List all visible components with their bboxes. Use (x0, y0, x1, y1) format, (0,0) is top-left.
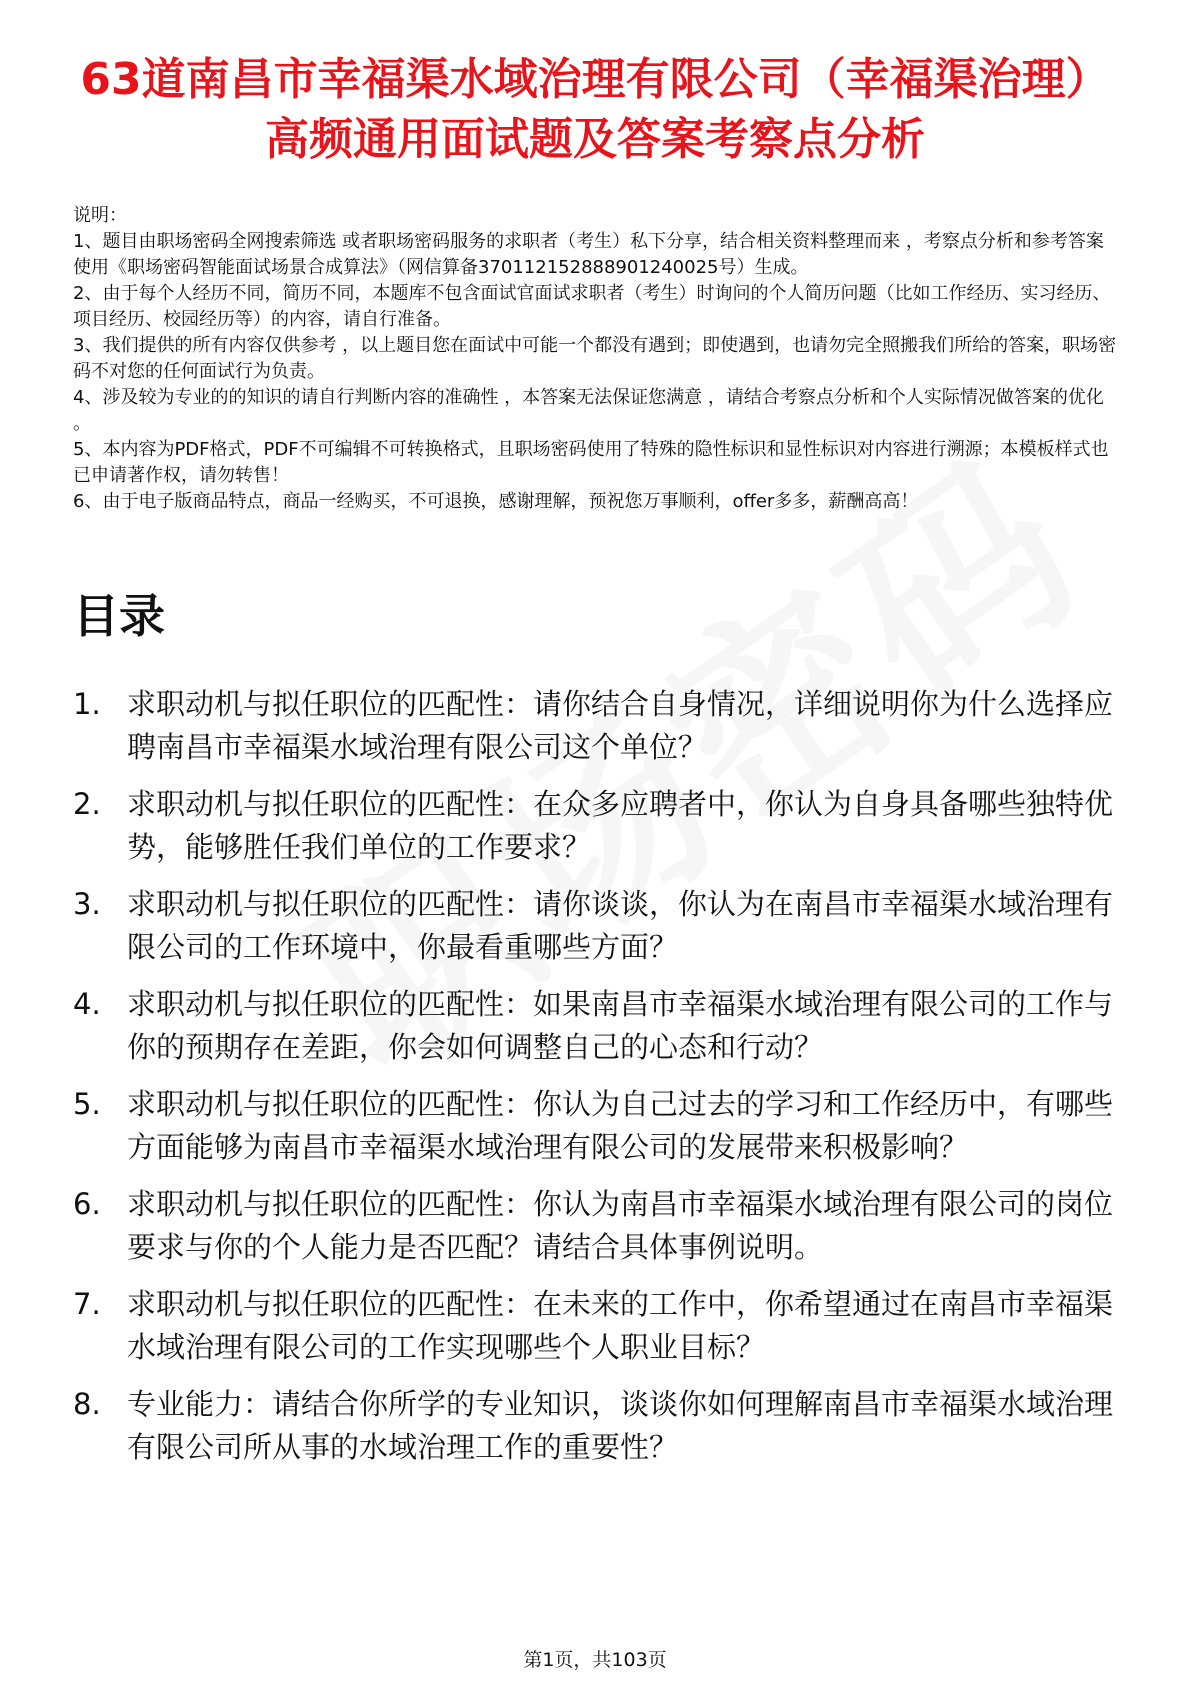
toc-item-number: 4. (73, 987, 101, 1021)
toc-item[interactable] (73, 1083, 1118, 1169)
toc-item-number: 6. (73, 1187, 101, 1221)
notes-section (73, 203, 1118, 515)
note-line: 5、本内容为PDF格式，PDF不可编辑不可转换格式，且职场密码使用了特殊的隐性标识和显性标识对内容进行溯源；本模板样式也已申请著作权，请勿转售！ (73, 439, 1109, 486)
toc-item[interactable] (73, 1283, 1118, 1369)
toc-heading: 目录 (73, 589, 165, 643)
toc-item-number: 1. (73, 687, 101, 721)
toc-item-text[interactable]: 求职动机与拟任职位的匹配性：请你谈谈，你认为在南昌市幸福渠水域治理有限公司的工作环境中，你最看重哪些方面？ (127, 887, 1114, 964)
toc-item-number: 8. (73, 1387, 101, 1421)
toc-item-text[interactable]: 求职动机与拟任职位的匹配性：在众多应聘者中，你认为自身具备哪些独特优势，能够胜任我们单位的工作要求？ (127, 787, 1114, 864)
document-title: 63道南昌市幸福渠水域治理有限公司（幸福渠治理）高频通用面试题及答案考察点分析 (80, 54, 1110, 165)
toc-item[interactable] (73, 1383, 1118, 1469)
toc-item-number: 3. (73, 887, 101, 921)
note-line: 3、我们提供的所有内容仅供参考 ，以上题目您在面试中可能一个都没有遇到；即使遇到，也请勿完全照搬我们所给的答案，职场密码不对您的任何面试行为负责。 (73, 335, 1117, 382)
toc-item[interactable] (73, 683, 1118, 769)
table-of-contents (73, 683, 1118, 1483)
note-line: 6、由于电子版商品特点，商品一经购买，不可退换，感谢理解，预祝您万事顺利，offer多多，薪酬高高！ (73, 491, 919, 512)
toc-item-text[interactable]: 求职动机与拟任职位的匹配性：请你结合自身情况，详细说明你为什么选择应聘南昌市幸福渠水域治理有限公司这个单位？ (127, 687, 1114, 764)
toc-item[interactable] (73, 983, 1118, 1069)
toc-item[interactable] (73, 783, 1118, 869)
toc-item-number: 2. (73, 787, 101, 821)
toc-item-text[interactable]: 求职动机与拟任职位的匹配性：在未来的工作中，你希望通过在南昌市幸福渠水域治理有限公司的工作实现哪些个人职业目标？ (127, 1287, 1114, 1364)
toc-item[interactable] (73, 1183, 1118, 1269)
note-line: 4、涉及较为专业的的知识的请自行判断内容的准确性 ，本答案无法保证您满意 ，请结合考察点分析和个人实际情况做答案的优化 。 (73, 387, 1104, 434)
toc-item-text[interactable]: 求职动机与拟任职位的匹配性：如果南昌市幸福渠水域治理有限公司的工作与你的预期存在差距，你会如何调整自己的心态和行动？ (127, 987, 1114, 1064)
toc-item-number: 5. (73, 1087, 101, 1121)
toc-item-text[interactable]: 专业能力：请结合你所学的专业知识，谈谈你如何理解南昌市幸福渠水域治理有限公司所从事的水域治理工作的重要性？ (127, 1387, 1114, 1464)
toc-item-number: 7. (73, 1287, 101, 1321)
note-line: 1、题目由职场密码全网搜索筛选 或者职场密码服务的求职者（考生）私下分享，结合相关资料整理而来 ，考察点分析和参考答案使用《职场密码智能面试场景合成算法》（网信算备370112152888901240025号）生成。 (73, 231, 1104, 278)
note-line: 2、由于每个人经历不同，简历不同，本题库不包含面试官面试求职者（考生）时询问的个人简历问题（比如工作经历、实习经历、项目经历、校园经历等）的内容，请自行准备。 (73, 283, 1111, 330)
toc-item-text[interactable]: 求职动机与拟任职位的匹配性：你认为自己过去的学习和工作经历中，有哪些方面能够为南昌市幸福渠水域治理有限公司的发展带来积极影响？ (127, 1087, 1114, 1164)
toc-item-text[interactable]: 求职动机与拟任职位的匹配性：你认为南昌市幸福渠水域治理有限公司的岗位要求与你的个人能力是否匹配？请结合具体事例说明。 (127, 1187, 1114, 1264)
page-footer: 第1页，共103页 (523, 1649, 667, 1671)
toc-item[interactable] (73, 883, 1118, 969)
notes-heading: 说明： (73, 205, 127, 226)
